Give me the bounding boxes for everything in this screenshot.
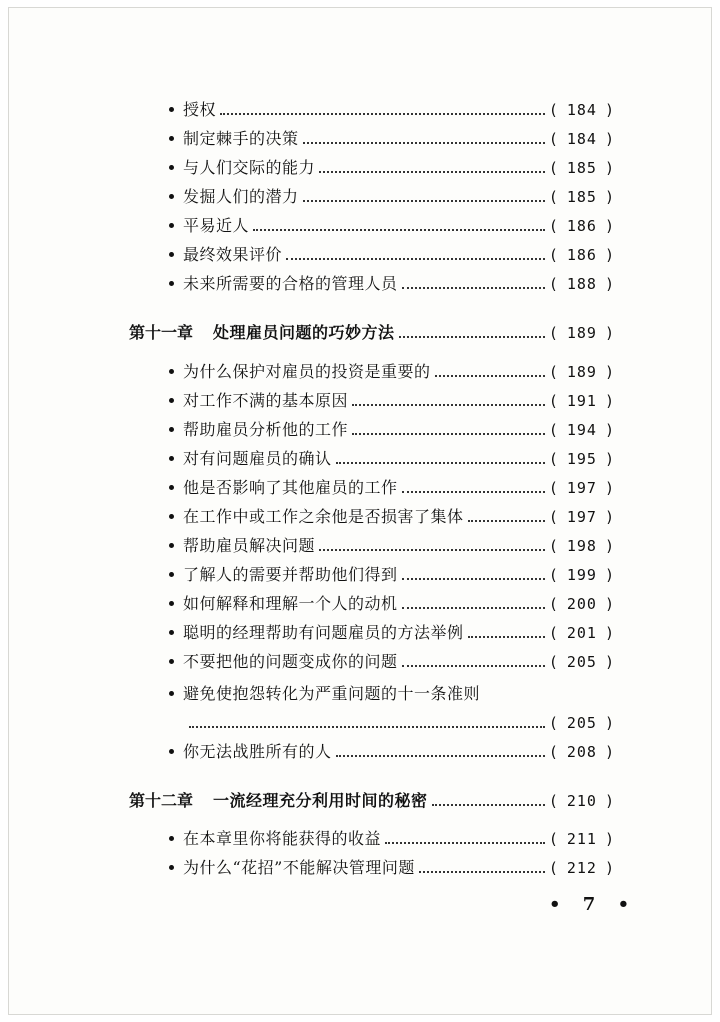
toc-entry-title: 如何解释和理解一个人的动机 bbox=[183, 594, 398, 613]
bullet-icon bbox=[169, 158, 183, 178]
bullet-icon bbox=[169, 187, 183, 207]
toc-entry-title: 制定棘手的决策 bbox=[183, 129, 299, 148]
toc-entry bbox=[169, 652, 615, 672]
bullet-icon bbox=[169, 858, 183, 878]
bullet-icon bbox=[169, 391, 183, 411]
toc-page-ref: ( 200 ) bbox=[548, 595, 615, 613]
toc-page-ref: ( 194 ) bbox=[548, 421, 615, 439]
toc-page-ref: ( 205 ) bbox=[548, 714, 615, 732]
toc-entry-title: 帮助雇员分析他的工作 bbox=[183, 420, 349, 439]
bullet-icon bbox=[169, 129, 183, 149]
toc-entry bbox=[169, 100, 615, 120]
chapter-title: 处理雇员问题的巧妙方法 bbox=[213, 323, 395, 342]
dot-leader bbox=[303, 142, 545, 144]
bullet-icon bbox=[169, 449, 183, 469]
toc-entry-title: 为什么“花招”不能解决管理问题 bbox=[183, 858, 415, 877]
dot-leader bbox=[303, 200, 545, 202]
toc-entry-title: 在工作中或工作之余他是否损害了集体 bbox=[183, 507, 464, 526]
dot-leader bbox=[385, 842, 545, 844]
bullet-icon bbox=[169, 829, 183, 849]
toc-entry bbox=[169, 391, 615, 411]
dot-leader bbox=[468, 520, 545, 522]
chapter-number: 第十二章 bbox=[129, 791, 194, 810]
toc-entry-title: 对有问题雇员的确认 bbox=[183, 449, 332, 468]
toc-entry-title: 平易近人 bbox=[183, 216, 250, 235]
toc-entry-title: 最终效果评价 bbox=[183, 245, 283, 264]
dot-leader bbox=[402, 665, 545, 667]
toc-entry bbox=[169, 216, 615, 236]
toc-entry bbox=[169, 742, 615, 762]
toc-page-ref: ( 199 ) bbox=[548, 566, 615, 584]
toc-entry-title: 他是否影响了其他雇员的工作 bbox=[183, 478, 398, 497]
toc-page-ref: ( 189 ) bbox=[548, 363, 615, 381]
chapter-heading bbox=[129, 323, 615, 343]
chapter-heading bbox=[129, 791, 615, 811]
bullet-icon bbox=[169, 216, 183, 236]
dot-leader bbox=[402, 287, 545, 289]
toc-entry bbox=[169, 449, 615, 469]
toc-entry-title: 避免使抱怨转化为严重问题的十一条准则 bbox=[183, 684, 481, 703]
dot-leader bbox=[399, 336, 545, 338]
chapter-number: 第十一章 bbox=[129, 323, 194, 342]
toc-page-ref: ( 185 ) bbox=[548, 159, 615, 177]
dot-leader bbox=[352, 433, 545, 435]
dot-leader bbox=[402, 607, 545, 609]
dot-leader bbox=[402, 491, 545, 493]
dot-leader bbox=[419, 871, 545, 873]
dot-leader bbox=[286, 258, 545, 260]
toc-page-ref: ( 198 ) bbox=[548, 537, 615, 555]
toc-page-ref: ( 197 ) bbox=[548, 508, 615, 526]
dot-leader bbox=[352, 404, 545, 406]
toc-entry bbox=[169, 478, 615, 498]
dot-leader bbox=[468, 636, 545, 638]
toc-page-ref: ( 210 ) bbox=[548, 792, 615, 810]
toc-page-ref: ( 197 ) bbox=[548, 479, 615, 497]
toc-entry-title: 帮助雇员解决问题 bbox=[183, 536, 316, 555]
bullet-icon bbox=[169, 536, 183, 556]
chapter-title: 一流经理充分利用时间的秘密 bbox=[213, 791, 428, 810]
toc-page-ref: ( 212 ) bbox=[548, 859, 615, 877]
toc-page-ref: ( 189 ) bbox=[548, 324, 615, 342]
toc-entry-title: 为什么保护对雇员的投资是重要的 bbox=[183, 362, 431, 381]
toc-page-ref: ( 191 ) bbox=[548, 392, 615, 410]
book-page bbox=[8, 7, 712, 1015]
toc-page-ref: ( 186 ) bbox=[548, 217, 615, 235]
toc-entry bbox=[169, 565, 615, 585]
toc-entry bbox=[169, 536, 615, 556]
toc-page-ref: ( 186 ) bbox=[548, 246, 615, 264]
bullet-icon bbox=[169, 652, 183, 672]
toc-entry bbox=[169, 245, 615, 265]
toc-page-ref: ( 185 ) bbox=[548, 188, 615, 206]
dot-leader bbox=[336, 462, 545, 464]
toc-entry bbox=[169, 507, 615, 527]
dot-leader bbox=[435, 375, 545, 377]
toc-entry-title: 发掘人们的潜力 bbox=[183, 187, 299, 206]
toc-entry-title: 聪明的经理帮助有问题雇员的方法举例 bbox=[183, 623, 464, 642]
toc-page-ref: ( 184 ) bbox=[548, 101, 615, 119]
dot-leader bbox=[336, 755, 545, 757]
toc-entry-title: 在本章里你将能获得的收益 bbox=[183, 829, 382, 848]
toc-entry-title: 了解人的需要并帮助他们得到 bbox=[183, 565, 398, 584]
toc-entry-title: 与人们交际的能力 bbox=[183, 158, 316, 177]
toc-entry-multiline bbox=[169, 684, 615, 704]
dot-leader bbox=[220, 113, 545, 115]
toc-page-ref: ( 211 ) bbox=[548, 830, 615, 848]
dot-leader bbox=[253, 229, 545, 231]
toc-entry bbox=[169, 623, 615, 643]
toc-entry bbox=[169, 129, 615, 149]
dot-leader bbox=[402, 578, 545, 580]
bullet-icon bbox=[169, 420, 183, 440]
toc-entry-title: 对工作不满的基本原因 bbox=[183, 391, 349, 410]
toc-entry bbox=[169, 829, 615, 849]
toc-page-ref: ( 205 ) bbox=[548, 653, 615, 671]
toc-page-ref: ( 201 ) bbox=[548, 624, 615, 642]
bullet-icon bbox=[169, 684, 183, 704]
bullet-icon bbox=[169, 565, 183, 585]
toc-entry bbox=[169, 187, 615, 207]
bullet-icon bbox=[169, 362, 183, 382]
bullet-icon bbox=[169, 478, 183, 498]
page-number: • 7 • bbox=[549, 894, 638, 915]
bullet-icon bbox=[169, 742, 183, 762]
toc-page-ref: ( 195 ) bbox=[548, 450, 615, 468]
toc-entry bbox=[169, 594, 615, 614]
toc-entry bbox=[169, 858, 615, 878]
dot-leader bbox=[319, 171, 545, 173]
toc-page-ref: ( 188 ) bbox=[548, 275, 615, 293]
toc-entry bbox=[169, 158, 615, 178]
bullet-icon bbox=[169, 245, 183, 265]
toc-page-ref: ( 208 ) bbox=[548, 743, 615, 761]
toc-entry-title: 授权 bbox=[183, 100, 217, 119]
dot-leader bbox=[319, 549, 545, 551]
dot-leader bbox=[189, 726, 545, 728]
bullet-icon bbox=[169, 100, 183, 120]
bullet-icon bbox=[169, 507, 183, 527]
toc-page-ref: ( 184 ) bbox=[548, 130, 615, 148]
bullet-icon bbox=[169, 274, 183, 294]
toc-entry-title: 不要把他的问题变成你的问题 bbox=[183, 652, 398, 671]
toc-entry bbox=[169, 274, 615, 294]
bullet-icon bbox=[169, 594, 183, 614]
toc-entry bbox=[169, 362, 615, 382]
bullet-icon bbox=[169, 623, 183, 643]
toc-entry-continuation bbox=[169, 713, 615, 733]
toc-entry bbox=[169, 420, 615, 440]
toc-entry-title: 未来所需要的合格的管理人员 bbox=[183, 274, 398, 293]
toc-entry-title: 你无法战胜所有的人 bbox=[183, 742, 332, 761]
dot-leader bbox=[432, 804, 545, 806]
